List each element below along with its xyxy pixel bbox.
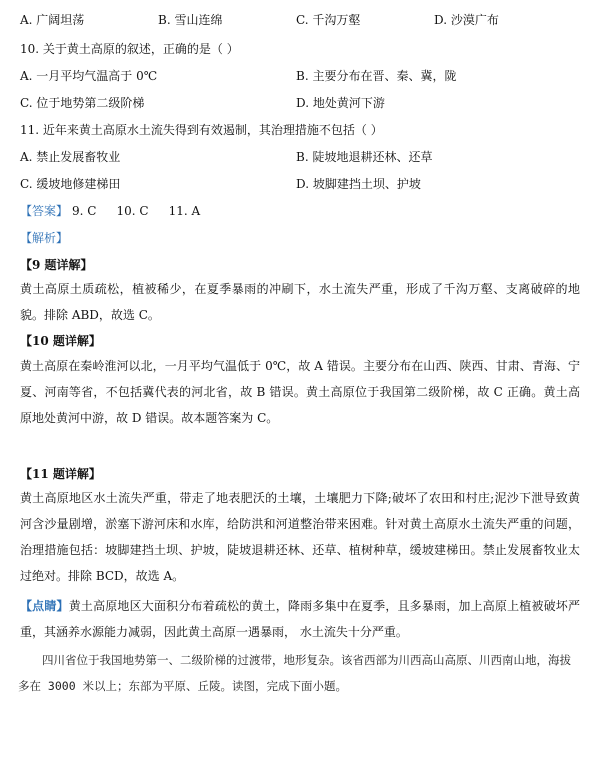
tip-paragraph bbox=[20, 593, 580, 645]
q9-option-d: D. 沙漠广布 bbox=[434, 13, 499, 27]
q10-detail-label: 【10 题详解】 bbox=[20, 334, 101, 348]
q11-stem: 11. 近年来黄土高原水土流失得到有效遏制，其治理措施不包括（ ） bbox=[20, 123, 383, 137]
tip-text: 黄土高原地区大面积分布着疏松的黄土，降雨多集中在夏季，且多暴雨，加上高原上植被破坏严重，其涵养水源能力减弱，因此黄土高原一遇暴雨， 水土流失十分严重。 bbox=[20, 599, 580, 639]
answer-10: 10. C bbox=[116, 204, 149, 218]
q9-detail-label: 【9 题详解】 bbox=[20, 258, 93, 272]
answer-line bbox=[20, 203, 200, 219]
answer-9: 9. C bbox=[72, 204, 97, 218]
q11-option-b: B. 陡坡地退耕还林、还草 bbox=[296, 150, 433, 164]
q9-detail-text: 黄土高原土质疏松，植被稀少，在夏季暴雨的冲刷下，水土流失严重，形成了千沟万壑、支离破碎的地貌。排除 ABD，故选 C。 bbox=[20, 282, 580, 322]
q10-stem: 10. 关于黄土高原的叙述，正确的是（ ） bbox=[20, 42, 239, 56]
material-paragraph: 四川省位于我国地势第一、二级阶梯的过渡带，地形复杂。该省西部为川西高山高原、川西南山地，海拔多在 3000 米以上；东部为平原、丘陵。读图，完成下面小题。 bbox=[18, 653, 571, 693]
q9-option-b: B. 雪山连绵 bbox=[158, 13, 223, 27]
q10-option-a: A. 一月平均气温高于 0℃ bbox=[20, 69, 158, 83]
q9-option-c: C. 千沟万壑 bbox=[296, 13, 361, 27]
q10-option-b: B. 主要分布在晋、秦、冀，陇 bbox=[296, 69, 457, 83]
answer-11: 11. A bbox=[168, 204, 201, 218]
q11-option-a: A. 禁止发展畜牧业 bbox=[20, 150, 121, 164]
q11-option-c: C. 缓坡地修建梯田 bbox=[20, 177, 121, 191]
q11-detail-label: 【11 题详解】 bbox=[20, 467, 101, 481]
answer-label: 【答案】 bbox=[20, 204, 69, 218]
analysis-label: 【解析】 bbox=[20, 231, 69, 245]
q9-option-a: A. 广阔坦荡 bbox=[20, 13, 85, 27]
q10-option-c: C. 位于地势第二级阶梯 bbox=[20, 96, 145, 110]
tip-label: 【点睛】 bbox=[20, 599, 69, 613]
q11-option-d: D. 坡脚建挡土坝、护坡 bbox=[296, 177, 421, 191]
q10-detail-text: 黄土高原在秦岭淮河以北，一月平均气温低于 0℃，故 A 错误。主要分布在山西、陕西、甘肃、青海、宁夏、河南等省，不包括冀代表的河北省，故 B 错误。黄土高原位于我国第二级阶梯，故 C 正确。黄土高原地处黄河中游，故 D 错误。故本题答案为 C。 bbox=[20, 359, 580, 425]
q11-detail-text: 黄土高原地区水土流失严重，带走了地表肥沃的土壤，土壤肥力下降;破坏了农田和村庄;泥沙下泄导致黄河含沙量剧增，淤塞下游河床和水库，给防洪和河道整治带来困难。针对黄土高原水土流失严重的问题，治理措施包括：坡脚建挡土坝、护坡，陡坡退耕还林、还草、植树种草，缓坡建梯田。禁止发展畜牧业太过绝对。排除 BCD，故选 A。 bbox=[20, 491, 580, 583]
q10-option-d: D. 地处黄河下游 bbox=[296, 96, 385, 110]
